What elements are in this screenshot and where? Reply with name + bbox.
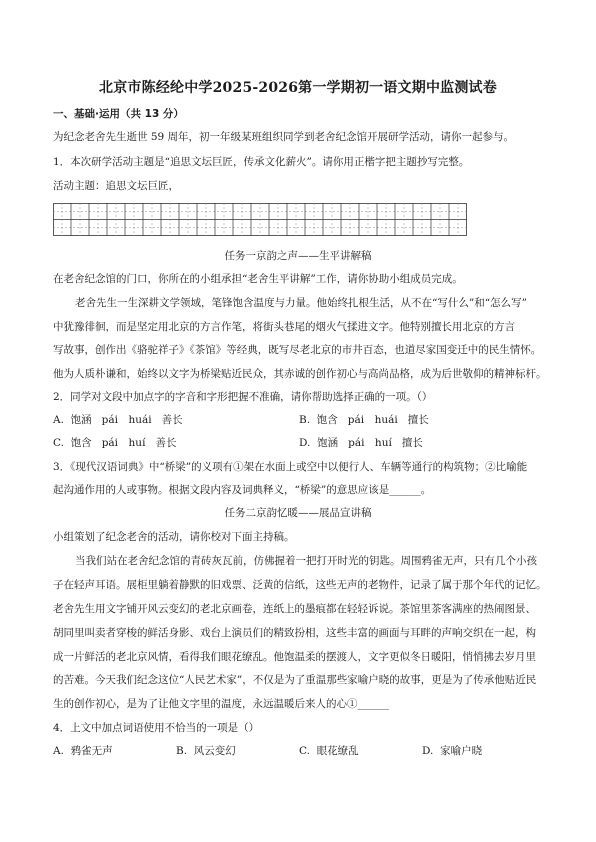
q2-option-c[interactable]: C. 饱含 pái huí 善长 xyxy=(53,437,177,449)
question-2: 2．同学对文段中加点字的字音和字形把握不准确，请你帮助选择正确的一项。（） xyxy=(53,391,433,403)
paragraph2-line: 的苦难。今天我们纪念这位“人民艺术家”，不仅是为了重温那些家喻户晓的故事，更是为了传承他贴近民 xyxy=(53,674,537,686)
q4-option-a[interactable]: A. 鸦雀无声 xyxy=(53,745,113,757)
paragraph1-line: 写故事，创作出《骆驼祥子》《茶馆》等经典，既写尽老北京的市井百态，也道尽家国变迁中的民生情怀。 xyxy=(53,344,542,356)
paragraph2-line: 成一片鲜活的老北京风情，看得我们眼花缭乱。他饱温柔的摆渡人，文字更似冬日暖阳，悄悄拂去岁月里 xyxy=(53,651,536,663)
q2-option-row xyxy=(53,436,543,450)
task2-lead: 小组策划了纪念老舍的活动，请你校对下面主持稿。 xyxy=(53,531,295,543)
paragraph1-line: 中犹豫徘徊，而是坚定用北京的方言作笔，将街头巷尾的烟火气揉进文字。他特别擅长用北京的方言 xyxy=(53,321,515,333)
q2-option-b[interactable]: B. 饱含 pái huái 擅长 xyxy=(299,414,429,426)
q4-option-c[interactable]: C. 眼花缭乱 xyxy=(299,745,359,757)
writing-grid[interactable] xyxy=(53,203,467,236)
q4-option-b[interactable]: B. 风云变幻 xyxy=(176,745,236,757)
paragraph2-line: 生的创作初心，是为了让他文字里的温度，永远温暖后来人的心①______ xyxy=(53,698,389,710)
q2-option-d[interactable]: D. 饱涵 pái huí 擅长 xyxy=(299,437,423,449)
intro-text: 为纪念老舍先生逝世 59 周年，初一年级某班组织同学到老舍纪念馆开展研学活动，请你一起参与。 xyxy=(53,131,515,143)
task1-heading: 任务一京韵之声——生平讲解稿 xyxy=(224,250,372,262)
question-1: 1．本次研学活动主题是“追思文坛巨匠，传承文化薪火”。请你用正楷字把主题抄写完整。 xyxy=(53,156,470,168)
task2-heading: 任务二京韵忆暖——展品宣讲稿 xyxy=(224,507,372,519)
paragraph2-line: 当我们站在老舍纪念馆的青砖灰瓦前，仿佛握着一把打开时光的钥匙。周围鸦雀无声，只有几个小孩 xyxy=(75,555,537,567)
q4-option-row xyxy=(53,744,543,758)
task1-lead: 在老舍纪念馆的门口，你所在的小组承担“老舍生平讲解”工作，请你协助小组成员完成。 xyxy=(53,273,463,285)
question-3-line: 起沟通作用的人或事物。根据文段内容及词典释义，“桥梁”的意思应该是______。 xyxy=(53,484,432,496)
activity-theme: 活动主题：追思文坛巨匠， xyxy=(53,180,179,192)
paragraph2-line: 胡同里叫卖者穿梭的鲜活身影、戏台上演员们的精致扮相，这些丰富的画面与耳畔的声响交织在一起，构 xyxy=(53,627,536,639)
paragraph1-line: 他为人质朴谦和，始终以文字为桥梁贴近民众，其赤诚的创作初心与高尚品格，成为后世敬仰的精神标杆。 xyxy=(53,368,547,380)
question-4: 4．上文中加点词语使用不恰当的一项是（） xyxy=(53,722,260,734)
paragraph1-line: 老舍先生一生深耕文学领域，笔锋饱含温度与力量。他始终扎根生活，从不在“写什么”和“怎么写” xyxy=(75,297,527,309)
q4-option-d[interactable]: D. 家喻户晓 xyxy=(422,745,483,757)
question-3-line: 3．《现代汉语词典》中“桥梁”的义项有①架在水面上或空中以便行人、车辆等通行的构筑物；②比喻能 xyxy=(53,461,528,473)
section-heading: 一、基础·运用（共 13 分） xyxy=(53,108,184,120)
q2-option-row xyxy=(53,413,543,427)
paragraph2-line: 老舍先生用文字铺开风云变幻的老北京画卷，连纸上的墨痕都在轻轻诉说。茶馆里茶客满座的热闹图景、 xyxy=(53,603,536,615)
writing-grid-lines xyxy=(53,203,467,236)
page-title: 北京市陈经纶中学2025-2026第一学期初一语文期中监测试卷 xyxy=(99,80,497,96)
paragraph2-line: 子在轻声耳语。展柜里躺着静默的旧戏票、泛黄的信纸，这些无声的老物件，记录了属于那个年代的记忆。 xyxy=(53,579,547,591)
q2-option-a[interactable]: A. 饱涵 pái huái 善长 xyxy=(53,414,183,426)
